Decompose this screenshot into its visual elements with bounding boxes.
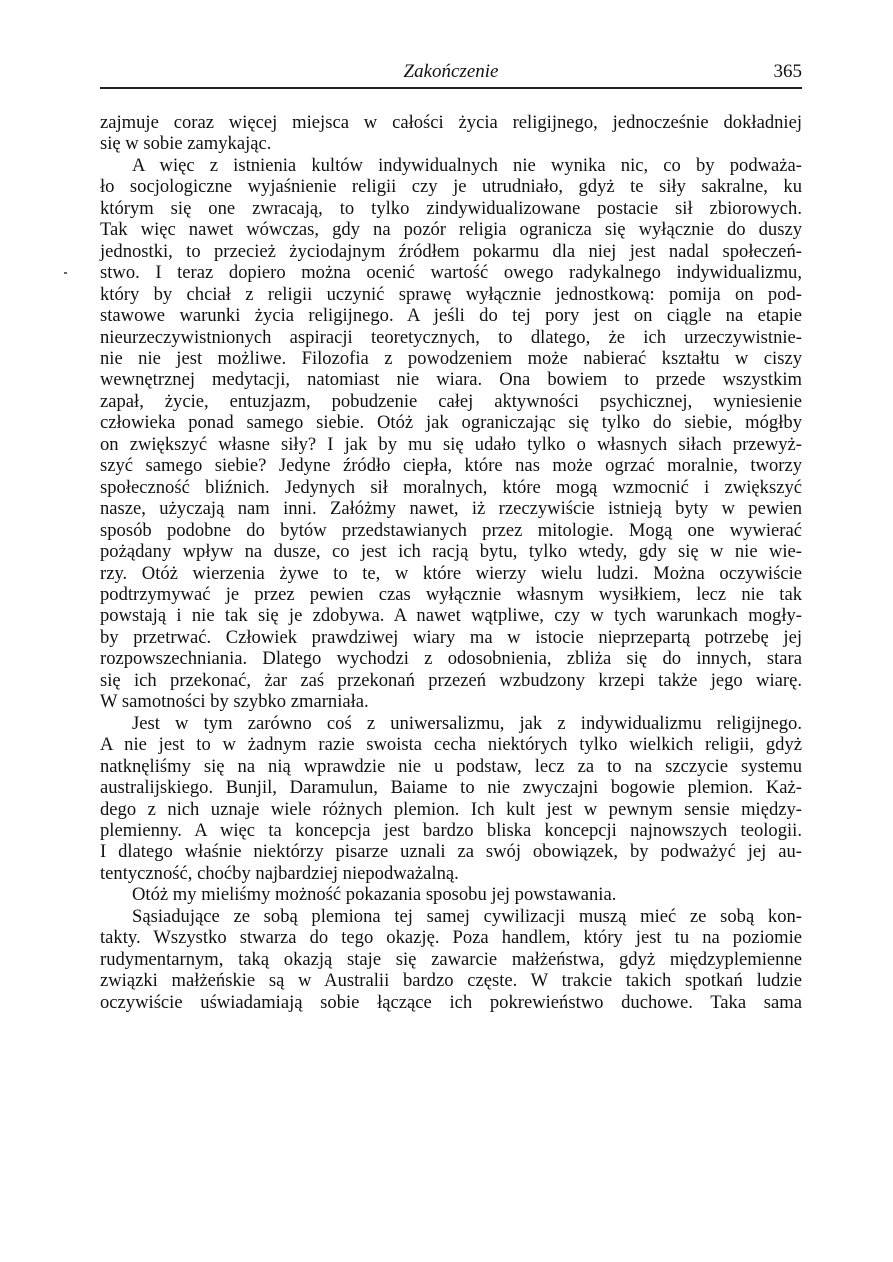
- text-line: takty. Wszystko stwarza do tego okazję. Poza handlem, który jest tu na poziomie: [100, 927, 802, 949]
- text-line: stwo. I teraz dopiero można ocenić wartość owego radykalnego indywidualizmu,: [100, 262, 802, 284]
- text-line: sposób podobne do bytów przedstawianych przez mitologie. Mogą one wywierać: [100, 519, 802, 541]
- text-line: nieurzeczywistnionych aspiracji teoretycznych, to dlatego, że ich urzeczywistnie-: [100, 326, 802, 348]
- text-line: oczywiście uświadamiają sobie łączące ich pokrewieństwo duchowe. Taka sama: [100, 991, 802, 1013]
- text-line: Sąsiadujące ze sobą plemiona tej samej cywilizacji muszą mieć ze sobą kon-: [132, 905, 802, 927]
- text-line: stawowe warunki życia religijnego. A jeśli do tej pory jest on ciągle na etapie: [100, 305, 802, 327]
- text-line: W samotności by szybko zmarniała.: [100, 691, 369, 713]
- text-line: Jest w tym zarówno coś z uniwersalizmu, jak z indywidualizmu religijnego.: [132, 712, 802, 734]
- text-line: który by chciał z religii uczynić sprawę wyłącznie jednostkową: pomija on pod-: [100, 283, 802, 305]
- header-rule: [100, 87, 802, 89]
- text-line: społeczność bliźnich. Jedynych sił moralnych, które mogą wzmocnić i zwiększyć: [100, 476, 802, 498]
- text-line: zajmuje coraz więcej miejsca w całości życia religijnego, jednocześnie dokładniej: [100, 112, 802, 133]
- text-line: powstają i nie tak się je zdobywa. A nawet wątpliwe, czy w tych warunkach mogły-: [100, 605, 802, 627]
- text-line: zapał, życie, entuzjazm, pobudzenie całej aktywności psychicznej, wyniesienie: [100, 390, 802, 412]
- page-number: 365: [773, 61, 802, 82]
- body-text: [100, 112, 802, 1013]
- text-line: związki małżeńskie są w Australii bardzo częste. W trakcie takich spotkań ludzie: [100, 970, 802, 992]
- text-line: nie nie jest możliwe. Filozofia z powodzeniem może nabierać kształtu w ciszy: [100, 347, 802, 369]
- text-line: którym się one zwracają, to tylko zindywidualizowane postacie sił zbiorowych.: [100, 197, 802, 219]
- text-line: I dlatego właśnie niektórzy pisarze uznali za swój obowiązek, by podważyć jej au-: [100, 841, 802, 863]
- text-line: rozpowszechniania. Dlatego wychodzi z odosobnienia, zbliża się do innych, stara: [100, 648, 802, 670]
- text-line: Tak więc nawet wówczas, gdy na pozór religia ogranicza się wyłącznie do duszy: [100, 219, 802, 241]
- text-line: szyć samego siebie? Jedyne źródło ciepła, które nas może ogrzać moralnie, tworzy: [100, 455, 802, 477]
- text-line: się w sobie zamykając.: [100, 133, 272, 155]
- page-header: [100, 58, 802, 84]
- text-line: nasze, użyczają nam inni. Załóżmy nawet, iż rzeczywiście istnieją byty w pewien: [100, 498, 802, 520]
- margin-speck: [64, 272, 67, 274]
- text-line: jednostki, to przecież życiodajnym źródłem pokarmu dla niej jest nadal społeczeń-: [100, 240, 802, 262]
- text-line: Otóż my mieliśmy możność pokazania sposobu jej powstawania.: [132, 884, 617, 906]
- text-line: rudymentarnym, taką okazją staje się zawarcie małżeństwa, gdyż międzyplemienne: [100, 948, 802, 970]
- text-line: podtrzymywać je przez pewien czas wyłącznie własnym wysiłkiem, lecz nie tak: [100, 583, 802, 605]
- text-line: on zwiększyć własne siły? I jak by mu się udało tylko o własnych siłach przewyż-: [100, 433, 802, 455]
- text-line: A nie jest to w żadnym razie swoista cecha niektórych tylko wielkich religii, gdyż: [100, 734, 802, 756]
- text-line: się ich przekonać, żar zaś przekonań przezeń wzbudzony krzepi także jego wiarę.: [100, 669, 802, 691]
- text-line: człowieka ponad samego siebie. Otóż jak ograniczając się tylko do siebie, mógłby: [100, 412, 802, 434]
- text-line: wewnętrznej medytacji, natomiast nie wiara. Ona bowiem to przede wszystkim: [100, 369, 802, 391]
- text-line: ło socjologiczne wyjaśnienie religii czy je utrudniało, gdyż te siły sakralne, ku: [100, 176, 802, 198]
- text-line: natknęliśmy się na nią wprawdzie nie u podstaw, lecz za to na szczycie systemu: [100, 755, 802, 777]
- text-line: australijskiego. Bunjil, Daramulun, Baiame to nie zwyczajni bogowie plemion. Każ-: [100, 777, 802, 799]
- text-line: rzy. Otóż wierzenia żywe to te, w które wierzy wielu ludzi. Można oczywiście: [100, 562, 802, 584]
- text-line: plemienny. A więc ta koncepcja jest bardzo bliska koncepcji najnowszych teologii.: [100, 819, 802, 841]
- text-line: pożądany wpływ na dusze, co jest ich racją bytu, tylko wtedy, gdy się w nie wie-: [100, 541, 802, 563]
- text-line: dego z nich uznaje wiele różnych plemion. Ich kult jest w pewnym sensie między-: [100, 798, 802, 820]
- text-line: tentyczność, choćby najbardziej niepodważalną.: [100, 862, 459, 884]
- running-title: Zakończenie: [403, 61, 499, 82]
- text-line: by przetrwać. Człowiek prawdziwej wiary ma w istocie nieprzepartą potrzebę jej: [100, 626, 802, 648]
- text-line: A więc z istnienia kultów indywidualnych nie wynika nic, co by podważa-: [132, 154, 802, 176]
